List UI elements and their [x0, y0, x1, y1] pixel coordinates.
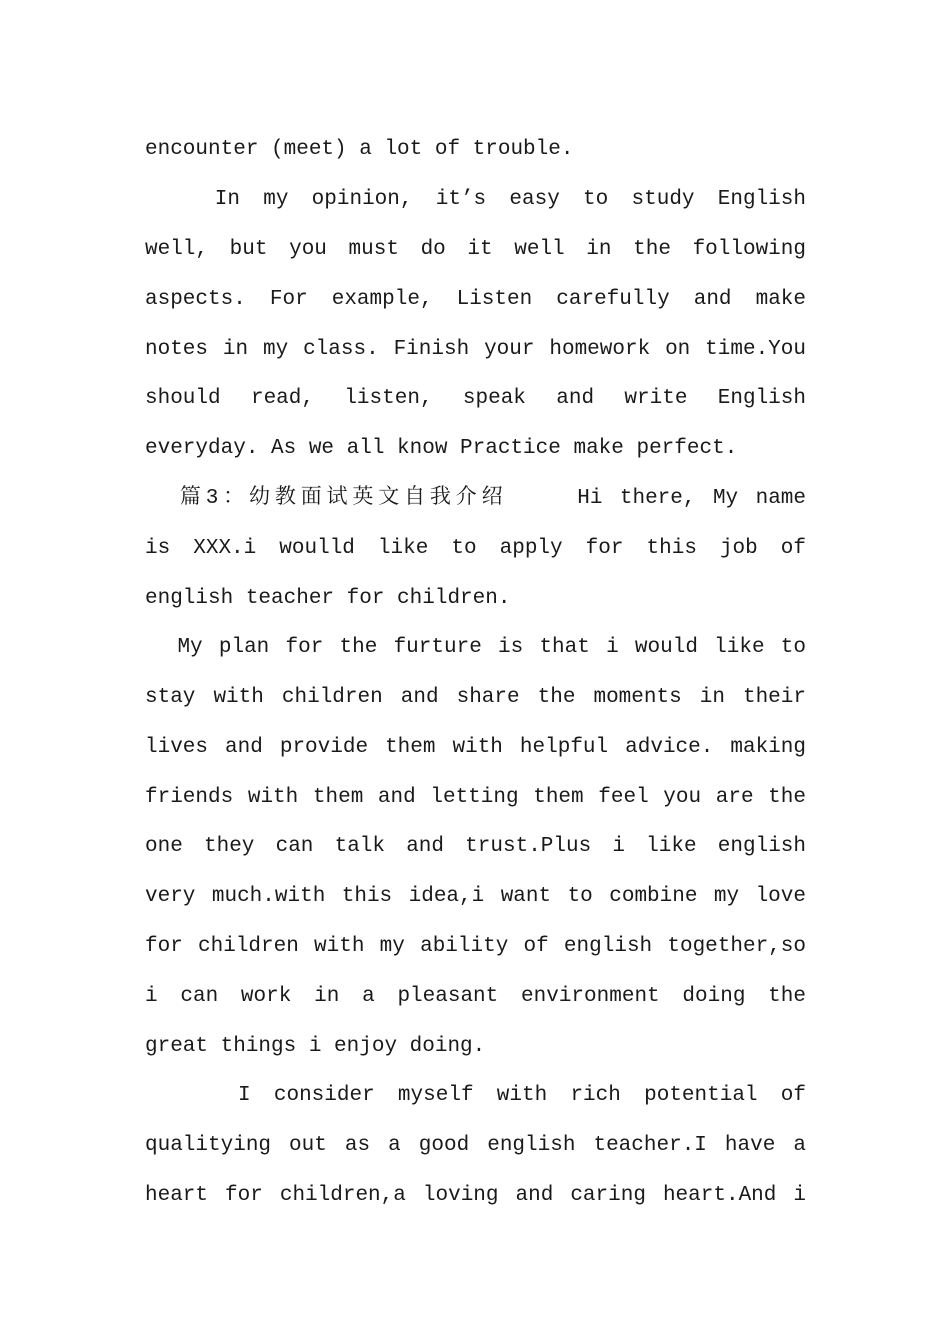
text-line: encounter (meet) a lot of trouble.: [145, 138, 574, 161]
text-line: for children with my ability of english together,so: [145, 935, 806, 958]
text-line: stay with children and share the moments in their: [145, 686, 806, 709]
text-line: lives and provide them with helpful advice. making: [145, 736, 806, 759]
text-line: notes in my class. Finish your homework on time.You: [145, 338, 806, 361]
text-line: one they can talk and trust.Plus i like english: [145, 835, 806, 858]
text-line: In my opinion, it’s easy to study English: [145, 188, 806, 211]
text-line: well, but you must do it well in the following: [145, 238, 806, 261]
text-line: I consider myself with rich potential of: [145, 1084, 806, 1107]
text-line: friends with them and letting them feel you are the: [145, 786, 806, 809]
text-line: 篇3：幼教面试英文自我介绍 Hi there, My name: [145, 487, 806, 510]
text-line: qualitying out as a good english teacher.I have a: [145, 1134, 806, 1157]
text-line: english teacher for children.: [145, 587, 511, 610]
text-line: is XXX.i woulld like to apply for this job of: [145, 537, 806, 560]
text-line: i can work in a pleasant environment doing the: [145, 985, 806, 1008]
text-line: heart for children,a loving and caring heart.And i: [145, 1184, 806, 1207]
text-line: My plan for the furture is that i would like to: [145, 636, 806, 659]
text-line: very much.with this idea,i want to combine my love: [145, 885, 806, 908]
text-line: should read, listen, speak and write English: [145, 387, 806, 410]
text-line: aspects. For example, Listen carefully and make: [145, 288, 806, 311]
text-line: great things i enjoy doing.: [145, 1035, 486, 1058]
text-line: everyday. As we all know Practice make perfect.: [145, 437, 738, 460]
